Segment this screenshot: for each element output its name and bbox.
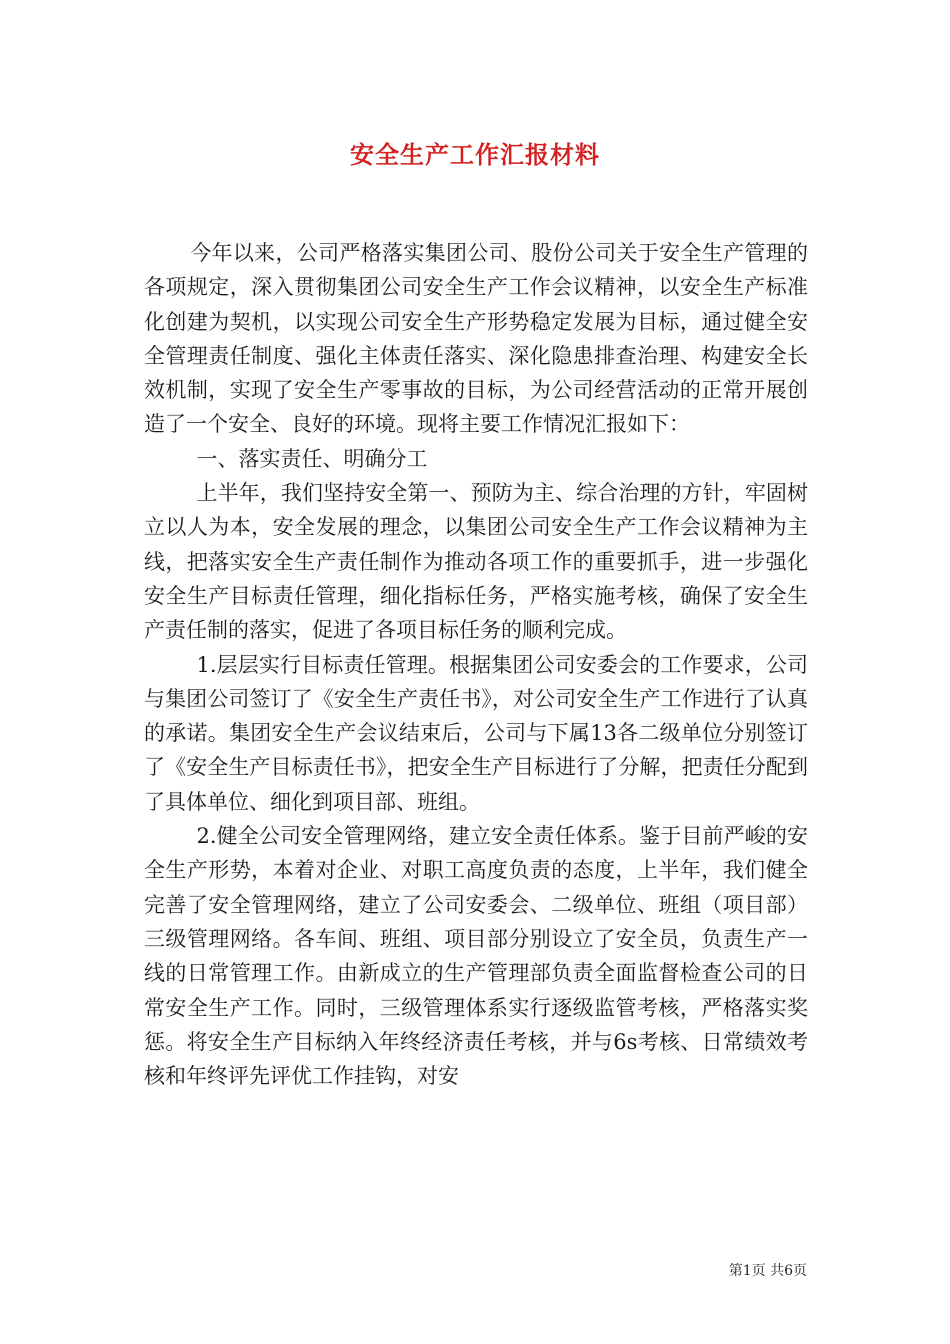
document-title: 安全生产工作汇报材料 [350,140,600,169]
page-number-footer: 第1页 共6页 [728,1263,807,1279]
section-heading: 一、落实责任、明确分工 [196,446,428,471]
paragraph-section-1: 上半年，我们坚持安全第一、预防为主、综合治理的方针，牢固树立以人为本，安全发展的理念，以集团公司安全生产工作会议精神为主线，把落实安全生产责任制作为推动各项工作的重要抓手，进一步强化安全生产目标责任管理，细化指标任务，严格实施考核，确保了安全生产责任制的落实，促进了各项目标任务的顺利完成。 [144,481,808,643]
document-body [144,236,808,1093]
paragraph-item-1: 1.层层实行目标责任管理。根据集团公司安委会的工作要求，公司与集团公司签订了《安全生产责任书》，对公司安全生产工作进行了认真的承诺。集团安全生产会议结束后，公司与下属13各二级单位分别签订了《安全生产目标责任书》，把安全生产目标进行了分解，把责任分配到了具体单位、细化到项目部、班组。 [144,652,808,814]
paragraph-item-2: 2.健全公司安全管理网络，建立安全责任体系。鉴于目前严峻的安全生产形势，本着对企业、对职工高度负责的态度，上半年，我们健全完善了安全管理网络，建立了公司安委会、二级单位、班组（项目部）三级管理网络。各车间、班组、项目部分别设立了安全员，负责生产一线的日常管理工作。由新成立的生产管理部负责全面监督检查公司的日常安全生产工作。同时，三级管理体系实行逐级监管考核，严格落实奖惩。将安全生产目标纳入年终经济责任考核，并与6s考核、日常绩效考核和年终评先评优工作挂钩，对安 [144,824,808,1089]
paragraph-intro: 今年以来，公司严格落实集团公司、股份公司关于安全生产管理的各项规定，深入贯彻集团公司安全生产工作会议精神，以安全生产标准化创建为契机，以实现公司安全生产形势稳定发展为目标，通过健全安全管理责任制度、强化主体责任落实、深化隐患排查治理、构建安全长效机制，实现了安全生产零事故的目标，为公司经营活动的正常开展创造了一个安全、良好的环境。现将主要工作情况汇报如下： [144,241,808,437]
